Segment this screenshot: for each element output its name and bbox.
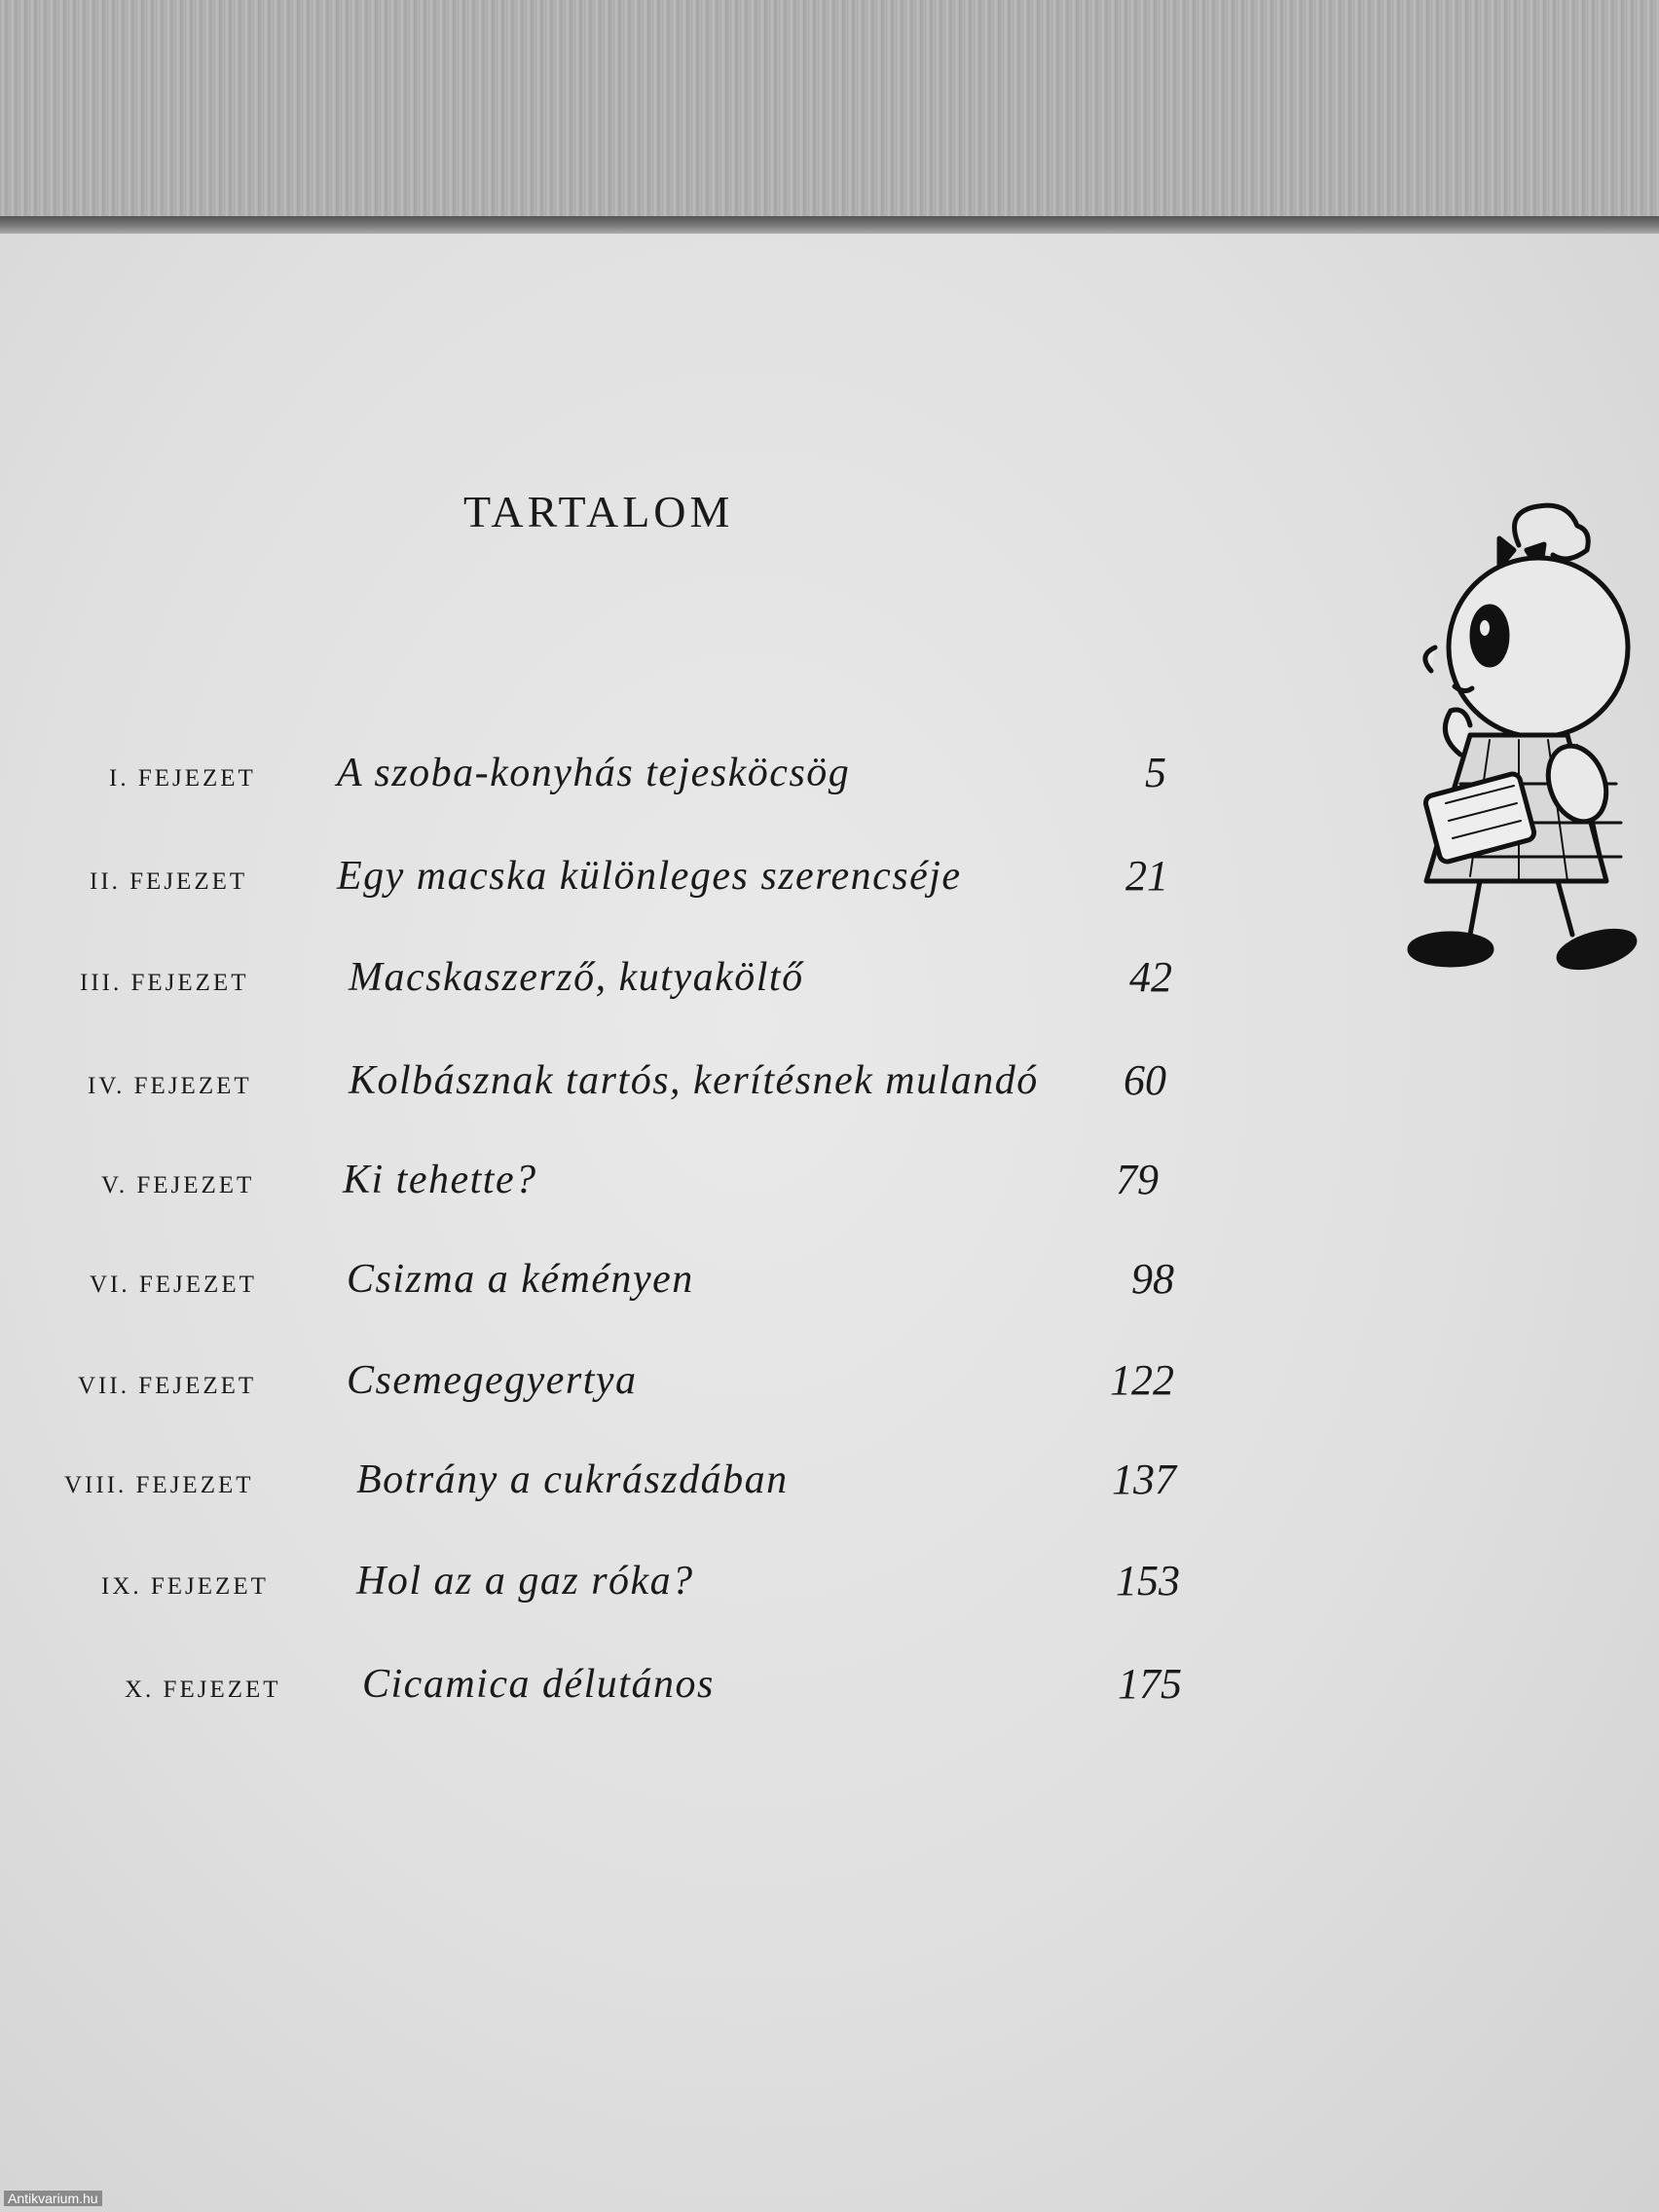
chapter-title: A szoba-konyhás tejesköcsög <box>337 751 851 795</box>
chapter-label: IV. FEJEZET <box>88 1073 252 1099</box>
toc-row <box>0 1347 1659 1416</box>
chapter-title: Kolbásznak tartós, kerítésnek mulandó <box>349 1058 1039 1103</box>
toc-row <box>0 1147 1659 1215</box>
chapter-title: Botrány a cukrászdában <box>356 1457 789 1502</box>
chapter-page-number: 60 <box>1124 1056 1166 1104</box>
chapter-label: X. FEJEZET <box>125 1677 281 1703</box>
toc-row <box>0 1447 1659 1515</box>
chapter-title: Cicamica délutános <box>362 1662 715 1707</box>
chapter-title: Csizma a kéményen <box>347 1257 694 1302</box>
walking-girl-illustration-icon <box>1392 492 1655 998</box>
chapter-page-number: 175 <box>1118 1660 1182 1708</box>
chapter-title: Csemegegyertya <box>347 1358 638 1403</box>
chapter-page-number: 42 <box>1129 953 1172 1001</box>
background-backdrop <box>0 0 1659 243</box>
chapter-title: Ki tehette? <box>343 1158 537 1202</box>
chapter-page-number: 21 <box>1125 852 1168 900</box>
chapter-label: VI. FEJEZET <box>90 1272 257 1298</box>
chapter-title: Hol az a gaz róka? <box>356 1559 694 1604</box>
chapter-page-number: 5 <box>1145 749 1166 796</box>
chapter-title: Macskaszerző, kutyaköltő <box>349 955 804 1000</box>
chapter-page-number: 79 <box>1116 1156 1159 1203</box>
chapter-page-number: 153 <box>1116 1557 1180 1604</box>
chapter-label: VIII. FEJEZET <box>64 1472 254 1498</box>
chapter-label: II. FEJEZET <box>90 868 248 895</box>
toc-row <box>0 1048 1659 1116</box>
watermark: Antikvarium.hu <box>4 2191 102 2206</box>
chapter-label: IX. FEJEZET <box>101 1573 269 1600</box>
chapter-label: V. FEJEZET <box>101 1172 255 1198</box>
chapter-label: I. FEJEZET <box>109 765 256 792</box>
toc-row <box>0 1651 1659 1719</box>
chapter-title: Egy macska különleges szerencséje <box>337 854 962 899</box>
chapter-label: III. FEJEZET <box>80 970 249 996</box>
chapter-page-number: 122 <box>1110 1356 1174 1404</box>
chapter-page-number: 98 <box>1131 1255 1174 1303</box>
toc-heading: TARTALOM <box>463 486 734 536</box>
chapter-page-number: 137 <box>1112 1456 1176 1503</box>
chapter-label: VII. FEJEZET <box>78 1373 257 1399</box>
toc-row <box>0 1548 1659 1616</box>
toc-row <box>0 1246 1659 1314</box>
